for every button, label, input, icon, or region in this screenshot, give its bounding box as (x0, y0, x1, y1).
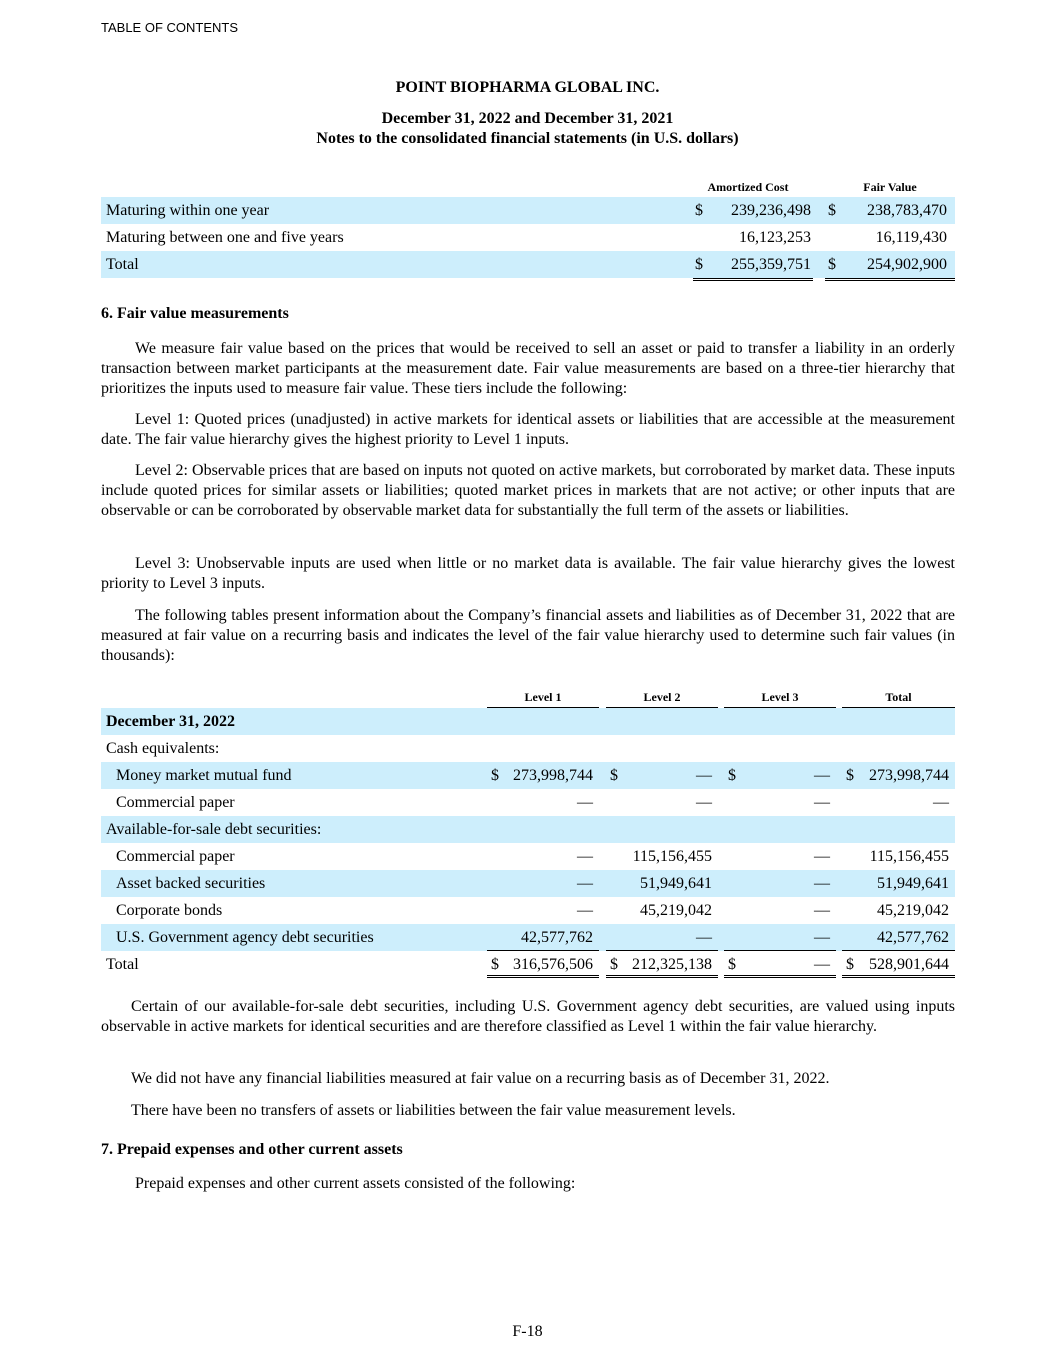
level-2-cell: — (606, 924, 718, 951)
row-label: Maturing within one year (106, 202, 270, 219)
table-of-contents-link[interactable]: TABLE OF CONTENTS (101, 20, 238, 35)
table-row (101, 789, 955, 816)
level-1-cell: — (577, 794, 593, 811)
table-row (101, 224, 955, 251)
currency-sign: $ (828, 256, 836, 273)
amortized-cost-value: 239,236,498 (731, 202, 811, 219)
level-2-cell: 115,156,455 (632, 848, 712, 865)
row-label: Commercial paper (116, 794, 235, 811)
level-3-cell: $ — (724, 951, 836, 978)
date-heading: December 31, 2022 (106, 713, 235, 730)
level-3-cell: — (814, 848, 830, 865)
level-1-cell: — (577, 848, 593, 865)
paragraph: Level 3: Unobservable inputs are used when little or no market data is available. The fair value hierarchy gives the lowest priority to Level 3 inputs. (101, 555, 955, 592)
level-3-cell: — (814, 902, 830, 919)
statement-subtitle: Notes to the consolidated financial statements (in U.S. dollars) (316, 130, 739, 147)
total-cell: $ 273,998,744 (846, 767, 949, 784)
double-underline (825, 278, 955, 281)
amortized-cost-value: 255,359,751 (731, 256, 811, 273)
total-underline (101, 278, 955, 283)
company-name: POINT BIOPHARMA GLOBAL INC. (395, 79, 660, 96)
fair-value-value: 16,119,430 (825, 224, 947, 252)
paragraph: The following tables present information about the Company’s financial assets and liabilities as of December 31, 2022 that are measured at fair value on a recurring basis and indicates the level of the fair value hierarchy used to determine such fair values (in thousands): (101, 607, 955, 664)
level-1-cell: 42,577,762 (487, 924, 599, 951)
level-3-cell: $ — (728, 767, 830, 784)
paragraph: Level 2: Observable prices that are based on inputs not quoted on active markets, but corroborated by market data. These inputs include quoted prices for similar assets or liabilities; quoted market prices in markets that are not active; or other inputs that are observable or can be corroborated by observable market data for substantially the full term of the assets or liabilities. (101, 462, 955, 519)
table-row (101, 708, 955, 735)
level-1-cell: $ 273,998,744 (491, 767, 593, 784)
row-label: Total (106, 256, 139, 273)
level-3-cell: — (814, 875, 830, 892)
table-row (101, 924, 955, 951)
level-2-cell: $ — (610, 767, 712, 784)
table-row (101, 870, 955, 897)
currency-sign: $ (828, 202, 836, 219)
total-cell: — (933, 794, 949, 811)
table-row (101, 897, 955, 924)
table-row (101, 843, 955, 870)
row-label: Commercial paper (116, 848, 235, 865)
row-label: U.S. Government agency debt securities (116, 929, 374, 946)
level-2-cell: $ 212,325,138 (606, 951, 718, 978)
table-row (101, 251, 955, 278)
amortized-cost-value: 16,123,253 (693, 224, 811, 252)
col-level-1: Level 1 (487, 690, 599, 708)
currency-sign: $ (695, 202, 703, 219)
col-total: Total (842, 690, 955, 708)
paragraph: Certain of our available-for-sale debt securities, including U.S. Government agency debt securities, are valued using inputs observable in active markets for identical securities and are therefore classified as Level 1 within the fair value hierarchy. (101, 998, 955, 1035)
table-row (101, 816, 955, 843)
level-1-cell: $ 316,576,506 (487, 951, 599, 978)
table-row (101, 762, 955, 789)
level-2-cell: — (696, 794, 712, 811)
section-7-title: 7. Prepaid expenses and other current assets (101, 1141, 403, 1158)
total-cell: 42,577,762 (842, 924, 955, 951)
fair-value-table (101, 688, 955, 978)
paragraph: We did not have any financial liabilities measured at fair value on a recurring basis as of December 31, 2022. (131, 1070, 830, 1087)
table-row (101, 735, 955, 762)
section-6-title: 6. Fair value measurements (101, 305, 289, 322)
col-fair-value: Fair Value (825, 180, 955, 198)
table-row (101, 197, 955, 224)
row-label: Corporate bonds (116, 902, 223, 919)
level-1-cell: — (577, 902, 593, 919)
maturity-table-header (101, 178, 955, 197)
group-label: Available-for-sale debt securities: (106, 821, 322, 838)
maturity-table (101, 178, 955, 283)
statement-dates: December 31, 2022 and December 31, 2021 (381, 110, 674, 127)
total-cell: $ 528,901,644 (842, 951, 955, 978)
level-3-cell: — (724, 924, 836, 951)
row-label: Asset backed securities (116, 875, 266, 892)
total-cell: 51,949,641 (877, 875, 949, 892)
level-2-cell: 45,219,042 (640, 902, 712, 919)
group-label: Cash equivalents: (106, 740, 220, 757)
currency-sign: $ (695, 256, 703, 273)
total-cell: 115,156,455 (869, 848, 949, 865)
row-label: Total (106, 956, 139, 973)
row-label: Maturing between one and five years (106, 229, 344, 246)
col-level-3: Level 3 (724, 690, 836, 708)
paragraph: There have been no transfers of assets or liabilities between the fair value measurement levels. (131, 1102, 736, 1119)
fair-value-table-header (101, 688, 955, 708)
level-1-cell: — (577, 875, 593, 892)
double-underline (693, 278, 813, 281)
paragraph: Prepaid expenses and other current assets consisted of the following: (135, 1175, 576, 1192)
col-level-2: Level 2 (606, 690, 718, 708)
level-3-cell: — (814, 794, 830, 811)
paragraph: We measure fair value based on the prices that would be received to sell an asset or paid to transfer a liability in an orderly transaction between market participants at the measurement date. Fair value measurements are based on a three-tier hierarchy that prioritizes the inputs used to measure fair value. These tiers include the following: (101, 340, 955, 397)
row-label: Money market mutual fund (116, 767, 292, 784)
page-number: F-18 (512, 1323, 543, 1340)
col-amortized-cost: Amortized Cost (693, 180, 803, 198)
level-2-cell: 51,949,641 (640, 875, 712, 892)
total-cell: 45,219,042 (877, 902, 949, 919)
paragraph: Level 1: Quoted prices (unadjusted) in active markets for identical assets or liabilities that are accessible at the measurement date. The fair value hierarchy gives the highest priority to Level 1 inputs. (101, 411, 955, 448)
fair-value-value: 238,783,470 (867, 202, 947, 219)
table-row (101, 951, 955, 978)
fair-value-value: 254,902,900 (867, 256, 947, 273)
